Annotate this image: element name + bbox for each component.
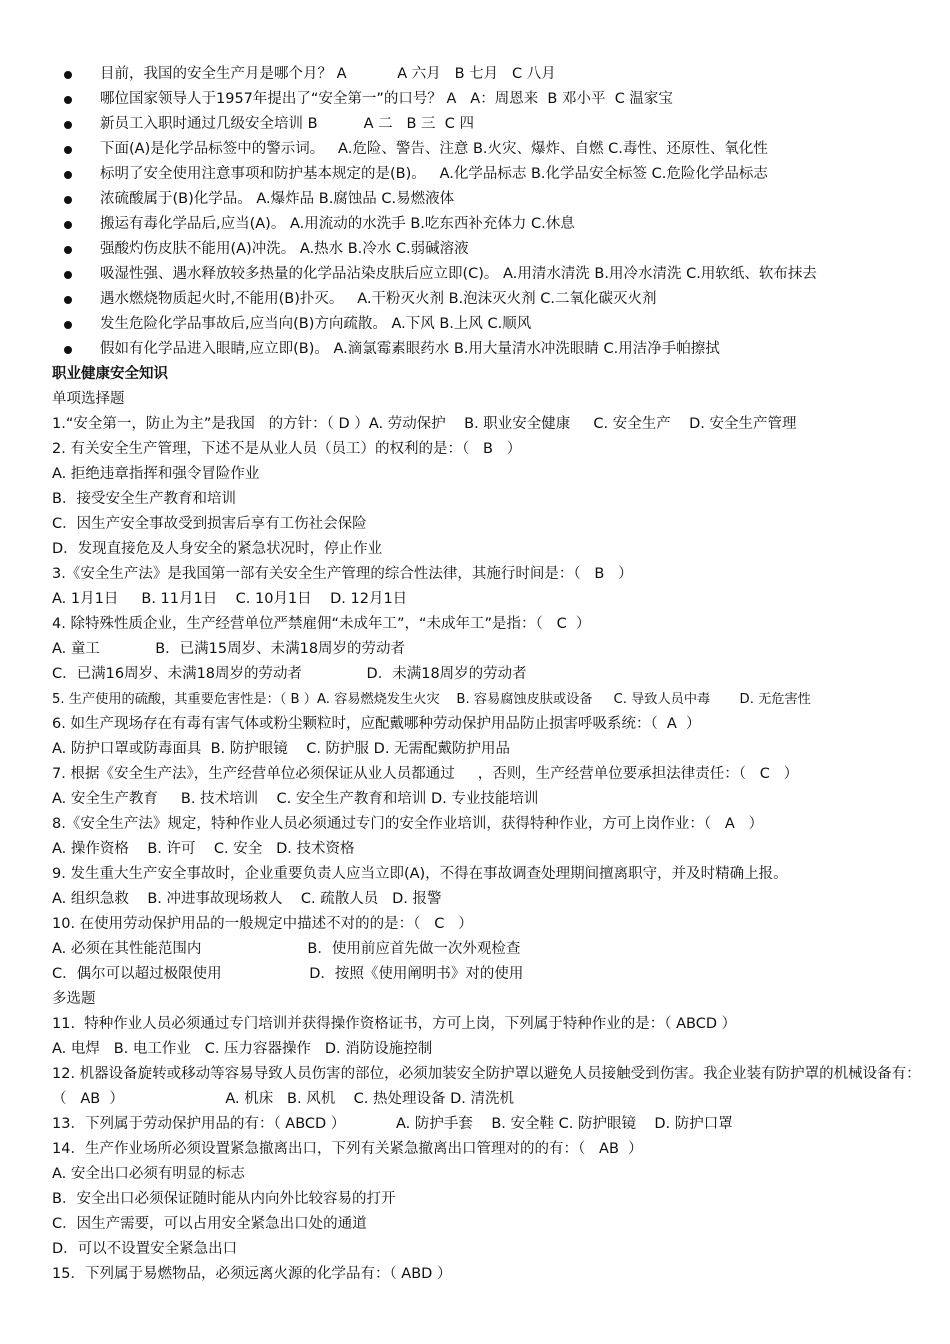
option-line: C．偶尔可以超过极限使用 D．按照《使用阐明书》对的使用 (52, 966, 524, 982)
question-line: 11. 特种作业人员必须通过专门培训并获得操作资格证书，方可上岗，下列属于特种作业的是：（ ABCD ） (52, 1016, 737, 1032)
bullet-dot (64, 221, 72, 229)
bullet-dot (64, 96, 72, 104)
option-line: A. 必须在其性能范围内 B．使用前应首先做一次外观检查 (52, 941, 521, 957)
option-line: C．因生产需要，可以占用安全紧急出口处的通道 (52, 1216, 367, 1232)
option-line: D．可以不设置安全紧急出口 (52, 1241, 238, 1257)
question-line: 1.“安全第一，防止为主”是我国 的方针：（ D ）A. 劳动保护 B. 职业安全健康 C. 安全生产 D. 安全生产管理 (52, 416, 797, 432)
bullet-item: 下面(A)是化学品标签中的警示词。 A.危险、警告、注意 B.火灾、爆炸、自燃 C.毒性、还原性、氧化性 (100, 141, 768, 157)
bullet-item: 新员工入职时通过几级安全培训 B A 二 B 三 C 四 (100, 116, 475, 132)
question-line: 6. 如生产现场存在有毒有害气体或粉尘颗粒时，应配戴哪种劳动保护用品防止损害呼吸系统：（ A ） (52, 716, 701, 732)
question-line: 7. 根据《安全生产法》，生产经营单位必须保证从业人员都通过 ，否则，生产经营单位要承担法律责任：（ C ） (52, 766, 799, 782)
question-line: 13．下列属于劳动保护用品的有：（ ABCD ） A. 防护手套 B. 安全鞋 C. 防护眼镜 D. 防护口罩 (52, 1116, 733, 1132)
question-line: 4. 除特殊性质企业，生产经营单位严禁雇佣“未成年工”，“未成年工”是指：（ C ） (52, 616, 591, 632)
bullet-item: 发生危险化学品事故后,应当向(B)方向疏散。 A.下风 B.上风 C.顺风 (100, 316, 532, 332)
option-line: A. 安全生产教育 B. 技术培训 C. 安全生产教育和培训 D. 专业技能培训 (52, 791, 539, 807)
bullet-item: 浓硫酸属于(B)化学品。 A.爆炸品 B.腐蚀品 C.易燃液体 (100, 191, 455, 207)
question-line: 9. 发生重大生产安全事故时，企业重要负责人应当立即(A)，不得在事故调查处理期间擅离职守，并及时精确上报。 (52, 866, 788, 882)
bullet-dot (64, 296, 72, 304)
option-line: A. 组织急救 B. 冲进事故现场救人 C. 疏散人员 D. 报警 (52, 891, 442, 907)
bullet-dot (64, 321, 72, 329)
bullet-dot (64, 171, 72, 179)
bullet-item: 遇水燃烧物质起火时,不能用(B)扑灭。 A.干粉灭火剂 B.泡沫灭火剂 C.二氧化碳灭火剂 (100, 291, 657, 307)
question-line: 2. 有关安全生产管理，下述不是从业人员（员工）的权利的是：（ B ） (52, 441, 522, 457)
option-line: A. 童工 B．已满15周岁、未满18周岁的劳动者 (52, 641, 406, 657)
option-line: C．因生产安全事故受到损害后享有工伤社会保险 (52, 516, 367, 532)
option-line: A. 电焊 B. 电工作业 C. 压力容器操作 D. 消防设施控制 (52, 1041, 433, 1057)
option-line: A. 安全出口必须有明显的标志 (52, 1166, 245, 1182)
option-line: B．安全出口必须保证随时能从内向外比较容易的打开 (52, 1191, 396, 1207)
option-line: A. 操作资格 B. 许可 C. 安全 D. 技术资格 (52, 841, 355, 857)
question-line: 14．生产作业场所必须设置紧急撤离出口，下列有关紧急撤离出口管理对的的有：（ AB ） (52, 1141, 643, 1157)
bullet-item: 强酸灼伤皮肤不能用(A)冲洗。 A.热水 B.冷水 C.弱碱溶液 (100, 241, 469, 257)
bullet-dot (64, 196, 72, 204)
bullet-dot (64, 146, 72, 154)
multi-choice-label: 多选题 (52, 991, 96, 1007)
question-line: 10. 在使用劳动保护用品的一般规定中描述不对的的是：（ C ） (52, 916, 473, 932)
bullet-dot (64, 121, 72, 129)
option-line: D．发现直接危及人身安全的紧急状况时，停止作业 (52, 541, 383, 557)
question-line: 8.《安全生产法》规定，特种作业人员必须通过专门的安全作业培训，获得特种作业，方可上岗作业：（ A ） (52, 816, 764, 832)
option-line: A. 防护口罩或防毒面具 B. 防护眼镜 C. 防护服 D. 无需配戴防护用品 (52, 741, 511, 757)
single-choice-label: 单项选择题 (52, 391, 125, 407)
option-line: B．接受安全生产教育和培训 (52, 491, 236, 507)
question-line: 5. 生产使用的硫酸，其重要危害性是：（ B ）A. 容易燃烧发生火灾 B. 容易腐蚀皮肤或设备 C. 导致人员中毒 D. 无危害性 (52, 692, 811, 707)
bullet-item: 吸湿性强、遇水释放较多热量的化学品沾染皮肤后应立即(C)。 A.用清水清洗 B.用冷水清洗 C.用软纸、软布抹去 (100, 266, 817, 282)
question-line: 15．下列属于易燃物品，必须远离火源的化学品有：（ ABD ） (52, 1266, 452, 1282)
bullet-dot (64, 271, 72, 279)
section-title: 职业健康安全知识 (52, 366, 168, 382)
question-line: 12. 机器设备旋转或移动等容易导致人员伤害的部位，必须加装安全防护罩以避免人员接触受到伤害。我企业装有防护罩的机械设备有：（ AB ） A. 机床 B. 风机 C. 热处理设备 D. 清洗机 (52, 1066, 921, 1107)
option-line: A. 1月1日 B. 11月1日 C. 10月1日 D. 12月1日 (52, 591, 408, 607)
bullet-item: 搬运有毒化学品后,应当(A)。 A.用流动的水洗手 B.吃东西补充体力 C.休息 (100, 216, 575, 232)
bullet-item: 目前，我国的安全生产月是哪个月？ A A 六月 B 七月 C 八月 (100, 66, 556, 82)
bullet-dot (64, 346, 72, 354)
question-line: 3.《安全生产法》是我国第一部有关安全生产管理的综合性法律，其施行时间是：（ B ） (52, 566, 633, 582)
bullet-item: 假如有化学品进入眼睛,应立即(B)。 A.滴氯霉素眼药水 B.用大量清水冲洗眼睛 C.用洁净手帕擦拭 (100, 341, 720, 357)
bullet-item: 标明了安全使用注意事项和防护基本规定的是(B)。 A.化学品标志 B.化学品安全标签 C.危险化学品标志 (100, 166, 768, 182)
option-line: A. 拒绝违章指挥和强令冒险作业 (52, 466, 260, 482)
bullet-dot (64, 246, 72, 254)
bullet-item: 哪位国家领导人于1957年提出了“安全第一”的口号？ A A：周恩来 B 邓小平 C 温家宝 (100, 91, 673, 107)
option-line: C．已满16周岁、未满18周岁的劳动者 D．未满18周岁的劳动者 (52, 666, 527, 682)
bullet-dot (64, 71, 72, 79)
